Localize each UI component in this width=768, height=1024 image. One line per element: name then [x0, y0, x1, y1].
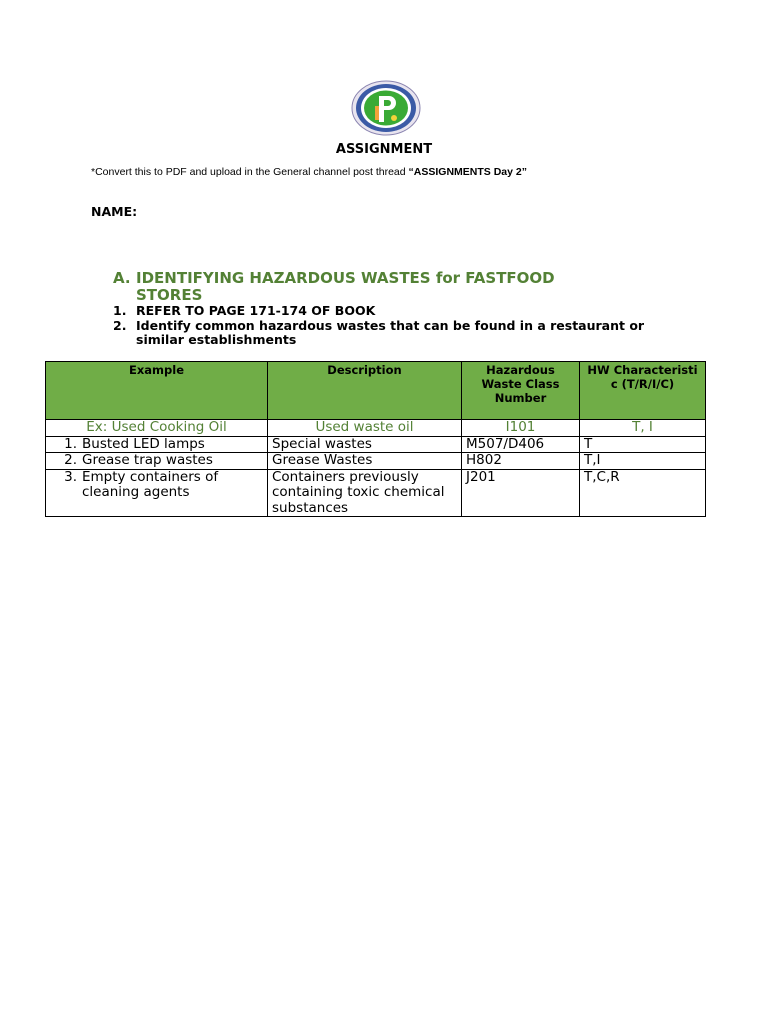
row-example-text: Busted LED lamps [82, 435, 205, 452]
step-number: 2. [113, 317, 127, 333]
cell-characteristic: T, I [580, 420, 706, 437]
table-row-example [46, 420, 706, 437]
cell-example [46, 469, 268, 517]
step-number: 1. [113, 303, 127, 318]
cell-example [46, 436, 268, 453]
header-characteristic: HW Characteristi c (T/R/I/C) [580, 362, 706, 420]
cell-example: Ex: Used Cooking Oil [46, 420, 268, 437]
section-heading-line2: STORES [136, 286, 203, 304]
instruction-steps [113, 304, 653, 348]
list-item [113, 304, 653, 319]
cell-description: Used waste oil [268, 420, 462, 437]
list-item [113, 319, 653, 348]
table-row [46, 436, 706, 453]
cell-class: M507/D406 [462, 436, 580, 453]
page-title: ASSIGNMENT [335, 142, 433, 157]
section-heading-line1: IDENTIFYING HAZARDOUS WASTES for FASTFOOD [136, 269, 555, 287]
school-seal-logo-icon [351, 80, 421, 136]
row-example-text: Empty containers of cleaning agents [82, 468, 219, 500]
cell-example [46, 453, 268, 470]
header-example: Example [46, 362, 268, 420]
row-number: 3. [64, 468, 77, 485]
header-description: Description [268, 362, 462, 420]
step-text: REFER TO PAGE 171-174 OF BOOK [136, 303, 376, 318]
table-header-row [46, 362, 706, 420]
step-text: Identify common hazardous wastes that can be found in a restaurant or similar establishments [136, 317, 645, 347]
cell-description: Special wastes [268, 436, 462, 453]
row-example-text: Grease trap wastes [82, 452, 213, 468]
cell-class: H802 [462, 453, 580, 470]
cell-characteristic: T,I [580, 453, 706, 470]
cell-class: J201 [462, 469, 580, 517]
note-thread-name: “ASSIGNMENTS Day 2” [408, 166, 527, 178]
instruction-note [91, 166, 527, 178]
cell-description: Containers previously containing toxic chemical substances [268, 469, 462, 517]
row-number: 1. [64, 435, 77, 452]
cell-description: Grease Wastes [268, 453, 462, 470]
section-letter: A. [113, 269, 131, 287]
section-heading [113, 270, 653, 304]
hazardous-waste-table [45, 361, 706, 517]
note-text: *Convert this to PDF and upload in the General channel post thread [91, 166, 409, 178]
table-row [46, 469, 706, 517]
table-row [46, 453, 706, 470]
header-class-number: Hazardous Waste Class Number [462, 362, 580, 420]
cell-characteristic: T,C,R [580, 469, 706, 517]
cell-characteristic: T [580, 436, 706, 453]
cell-class: I101 [462, 420, 580, 437]
row-number: 2. [64, 452, 77, 468]
name-label: NAME: [91, 204, 138, 219]
